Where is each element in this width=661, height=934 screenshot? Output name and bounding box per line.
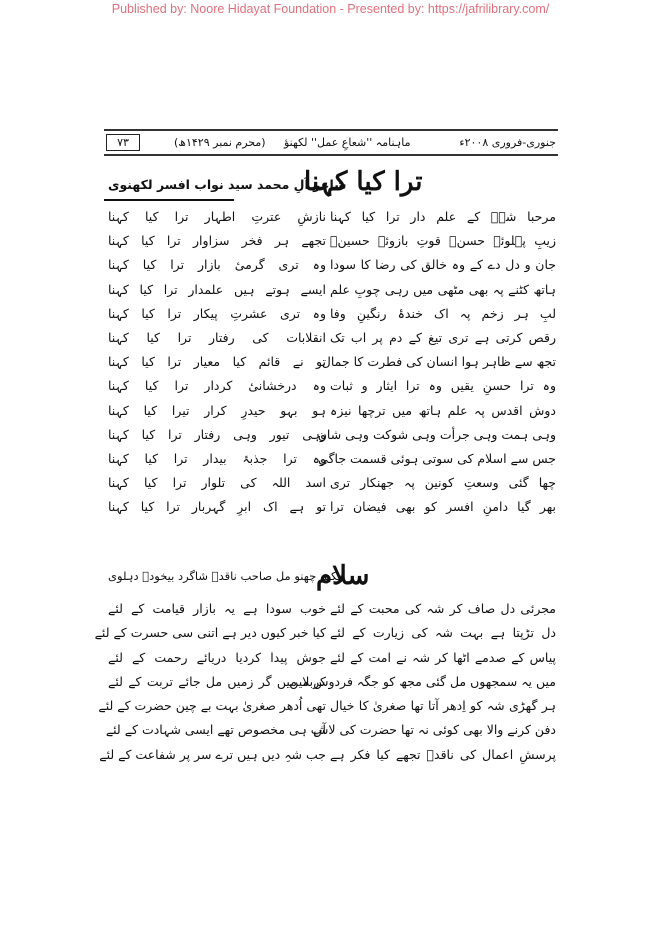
verse-line: تھی اُدھر صغریٰ بہت بے چین حضرت کے لئے [98, 698, 326, 714]
page-number-box: ۷۳ [106, 134, 140, 151]
verse-line: تو ہے اک ابرِ گہربار ترا کیا کہنا [108, 499, 326, 515]
verse-line: وہ درخشانیٔ کردار ترا کیا کہنا [108, 378, 326, 394]
verse-line: ہر گھڑی شہ کو اِدھر آتا تھا صغریٰ کا خیال [330, 698, 556, 714]
verse-line: ایسے ہوتے ہیں علمدار ترا کیا کہنا [108, 281, 326, 297]
verse-line: دفن کرنے والا بھی کوئی نہ تھا حضرت کی لاش [313, 722, 556, 738]
verse-line: ہو بہو حیدرِ کرار تیرا کیا کہنا [108, 402, 326, 418]
poet-underline [104, 199, 234, 201]
verse-line: دل تڑپتا ہے بہت شہ کی زیارت کے لئے [330, 625, 556, 641]
verse-line: چھا گئی وسعتِ کونین پہ جھنکار تری [330, 475, 556, 491]
verse-line: وہ تری عشرتِ پیکار ترا کیا کہنا [108, 305, 326, 321]
verse-line: جان و دل دے کے وہ خالق کی رضا کا سودا [330, 257, 556, 273]
header-rule-bottom [104, 154, 558, 156]
verse-line: بھر گیا دامنِ افسر کو بھی فیضان ترا [330, 499, 556, 515]
poem2-poet: حکیم چھنو مل صاحب ناقدؔ شاگرد بیخودؔ دہلوی [108, 569, 345, 583]
verse-line: دوش اقدس پہ علم ہاتھ میں ترچھا نیزہ [330, 402, 556, 418]
poem2-right-column [289, 597, 556, 767]
verse-line: پرسشِ اعمال کی ناقدؔ تجھے کیا فکر ہے [330, 746, 556, 762]
verse-line: وہ ترا حسنِ یقیں وہ ترا ایثار و ثبات [330, 378, 556, 394]
verse-line: جس سے اسلام کی سوتی ہوئی قسمت جاگی [318, 450, 556, 466]
poem1-poet: شاعر آلِ محمد سید نواب افسر لکھنوی [108, 177, 347, 192]
header-date: جنوری-فروری ۲۰۰۸ء [459, 136, 556, 149]
verse-line: جوش پیدا کردیا دریائے رحمت کے لئے [108, 649, 326, 665]
header-magazine-title: ماہنامہ ''شعاعِ عمل'' لکھنؤ [284, 136, 411, 149]
verse-line: اسد اللہ کی تلوار ترا کیا کہنا [108, 475, 326, 491]
verse-line: میں یہ سمجھوں مل گئی مجھ کو جگہ فردوس میں [289, 673, 556, 689]
verse-line: جب شہِ دیں ہیں ترے سر پر شفاعت کے لئے [99, 746, 326, 762]
verse-line: انقلابات کی رفتار ترا کیا کہنا [108, 329, 326, 345]
verse-line: مجرئی دل صاف کر شہ کی محبت کے لئے [330, 601, 556, 616]
header-issue: (محرم نمبر ۱۴۲۹ھ) [174, 136, 266, 149]
publisher-watermark: Published by: Noore Hidayat Foundation - Presented by: https://jafrilibrary.com/ [111, 2, 550, 16]
poem2-left-column [94, 597, 326, 767]
verse-line: کربلا میں گر زمیں مل جائے تربت کے لئے [108, 673, 326, 689]
poem2-title: سلام [316, 561, 370, 591]
verse-line: زیبِ پہلوئے حسنؑ قوتِ بازوئے حسینؑ [330, 233, 556, 249]
poem1-title: ترا کیا کہنا [304, 167, 423, 197]
verse-line: آپ ہی مخصوص تھے ایسی شہادت کے لئے [105, 722, 326, 738]
verse-line: وہ تری گرمیٔ بازار ترا کیا کہنا [108, 257, 326, 273]
verse-line: تجھ سے ظاہر ہوا انسان کی فطرت کا جمال [321, 354, 556, 370]
verse-line: وہی تیور وہی رفتار ترا کیا کہنا [108, 426, 326, 442]
verse-line: کیا خبر کیوں دیر ہے اتنی سی حسرت کے لئے [94, 625, 326, 641]
verse-line: تو نے قائم کیا معیار ترا کیا کہنا [108, 354, 326, 370]
verse-line: تجھے ہر فخر سزاوار ترا کیا کہنا [108, 233, 326, 249]
verse-line: مرحبا شہؑ کے علم دار ترا کیا کہنا [330, 209, 556, 224]
verse-line: ہاتھ کٹنے پہ بھی مٹھی میں رہی چوبِ علم [330, 281, 556, 297]
header-rule-top [104, 129, 558, 131]
verse-line: وہی ہمت وہی جرأت وہی شوکت وہی شان [317, 426, 556, 442]
poem1-right-column [317, 205, 556, 519]
poem1-left-column [108, 205, 326, 519]
verse-line: خوب سودا ہے یہ بازار قیامت کے لئے [108, 601, 326, 616]
verse-line: پیاس کے صدمے اٹھا کر شہ نے امت کے لئے [330, 649, 556, 665]
verse-line: رقص کرتی ہے تری تیغ کے دم پر اب تک [330, 329, 556, 345]
verse-line: نازشِ عترتِ اطہار ترا کیا کہنا [108, 209, 326, 224]
verse-line: لبِ ہر زخم پہ اک خندۂ رنگینِ وفا [330, 305, 556, 321]
verse-line: وہ ترا جذبۂ بیدار ترا کیا کہنا [108, 450, 326, 466]
